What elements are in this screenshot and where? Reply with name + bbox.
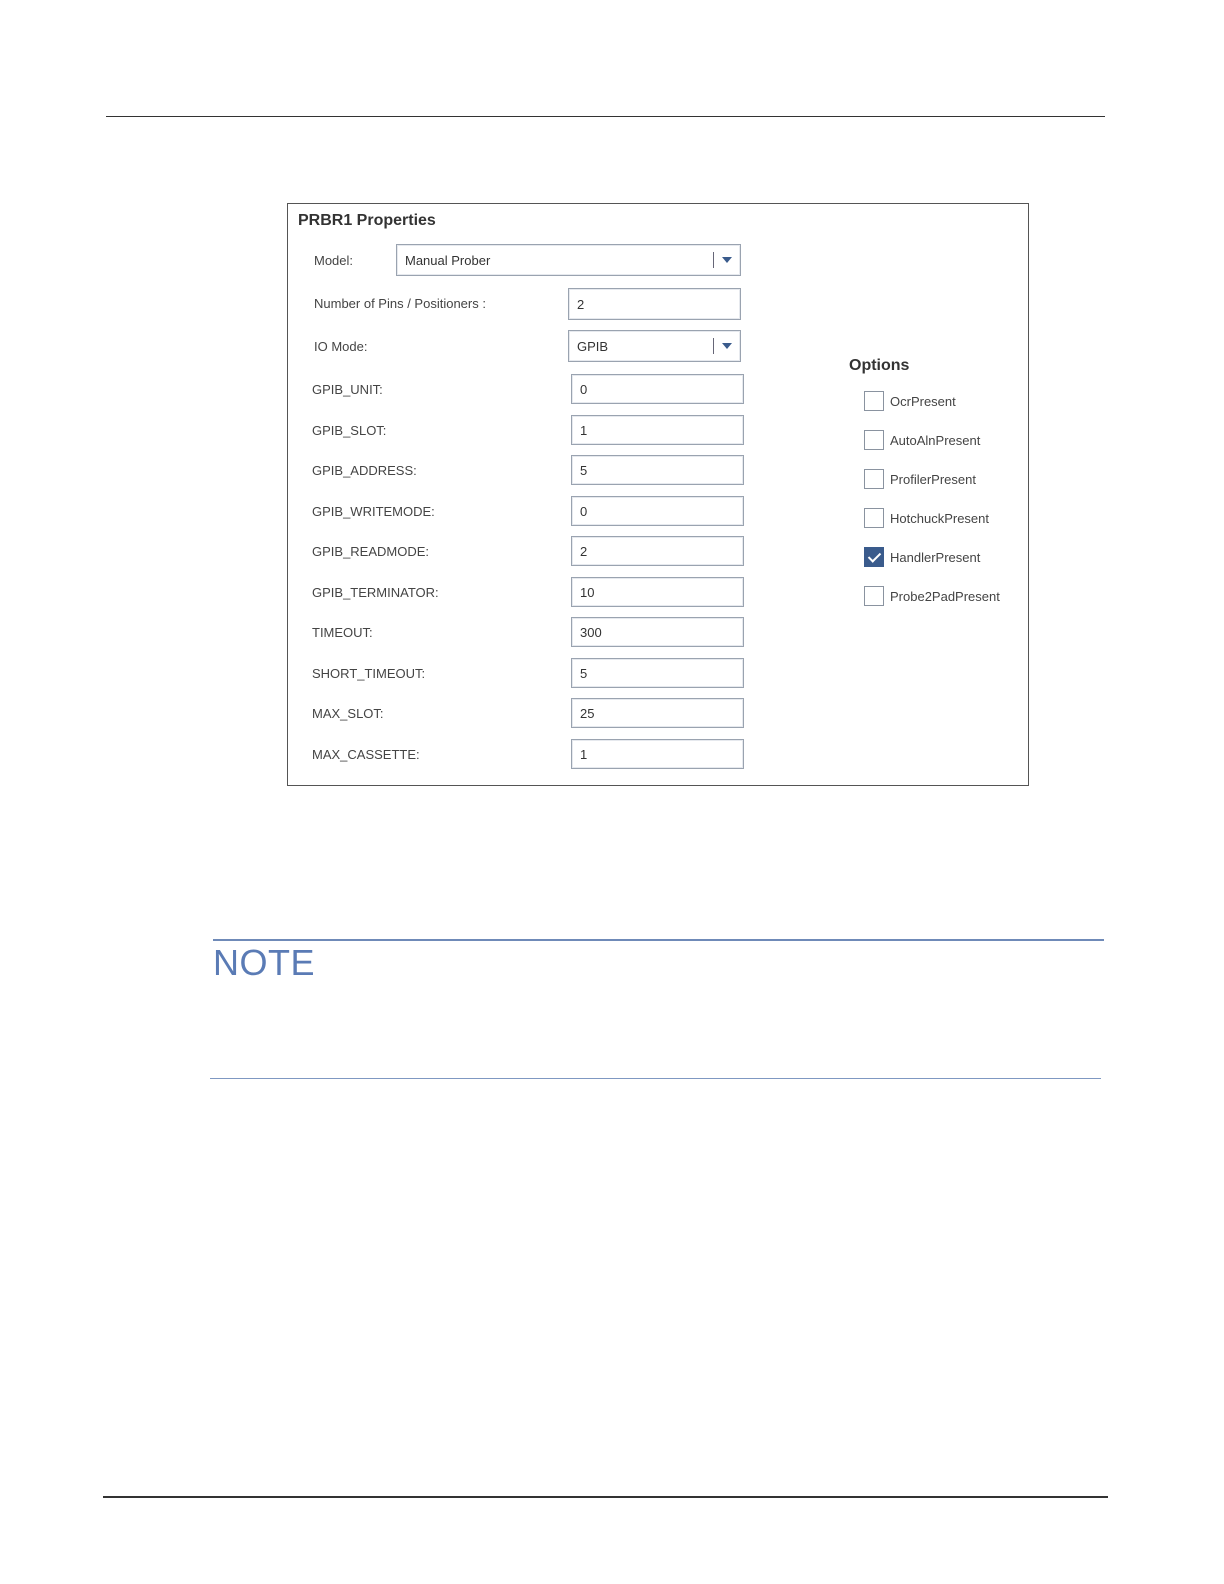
- options-title: Options: [849, 357, 910, 374]
- select-separator: [713, 338, 714, 354]
- panel-title: PRBR1 Properties: [298, 212, 436, 229]
- option-label: OcrPresent: [890, 393, 956, 409]
- model-select[interactable]: [396, 244, 741, 276]
- option-label: ProfilerPresent: [890, 471, 976, 487]
- chevron-down-icon[interactable]: [722, 343, 732, 349]
- field-label: GPIB_UNIT:: [312, 382, 383, 397]
- io-mode-label: IO Mode:: [314, 339, 368, 354]
- option-handler-present[interactable]: [864, 546, 980, 568]
- option-label: HotchuckPresent: [890, 510, 989, 526]
- chevron-down-icon[interactable]: [722, 257, 732, 263]
- timeout-input[interactable]: 300: [571, 617, 744, 647]
- max-slot-input[interactable]: 25: [571, 698, 744, 728]
- field-label: GPIB_ADDRESS:: [312, 463, 417, 478]
- option-label: HandlerPresent: [890, 549, 981, 565]
- option-hotchuck-present[interactable]: [864, 507, 989, 529]
- model-label: Model:: [314, 253, 354, 268]
- option-profiler-present[interactable]: [864, 468, 976, 490]
- pins-label: Number of Pins / Positioners :: [314, 296, 486, 311]
- option-probe2pad-present[interactable]: [864, 585, 1000, 607]
- field-label: GPIB_TERMINATOR:: [312, 585, 439, 600]
- option-label: AutoAlnPresent: [890, 432, 981, 448]
- model-value: Manual Prober: [405, 252, 491, 268]
- gpib-readmode-input[interactable]: 2: [571, 536, 744, 566]
- field-label: MAX_CASSETTE:: [312, 747, 420, 762]
- checkbox[interactable]: [864, 469, 884, 489]
- gpib-terminator-input[interactable]: 10: [571, 577, 744, 607]
- gpib-writemode-input[interactable]: 0: [571, 496, 744, 526]
- field-label: GPIB_SLOT:: [312, 423, 387, 438]
- gpib-address-input[interactable]: 5: [571, 455, 744, 485]
- field-label: GPIB_WRITEMODE:: [312, 504, 435, 519]
- note-rule-top: [213, 939, 1104, 941]
- io-mode-value: GPIB: [577, 338, 609, 354]
- pins-input[interactable]: 2: [568, 288, 741, 320]
- checkbox[interactable]: [864, 508, 884, 528]
- short-timeout-input[interactable]: 5: [571, 658, 744, 688]
- checkbox[interactable]: [864, 430, 884, 450]
- option-label: Probe2PadPresent: [890, 588, 1000, 604]
- footer-rule: [103, 1496, 1108, 1498]
- option-autoaln-present[interactable]: [864, 429, 980, 451]
- checkbox[interactable]: [864, 391, 884, 411]
- checkbox[interactable]: [864, 586, 884, 606]
- note-title: NOTE: [213, 942, 316, 983]
- field-label: MAX_SLOT:: [312, 706, 384, 721]
- field-label: GPIB_READMODE:: [312, 544, 430, 559]
- select-separator: [713, 252, 714, 268]
- header-rule: [106, 116, 1105, 117]
- option-ocr-present[interactable]: [864, 390, 956, 412]
- field-label: TIMEOUT:: [312, 625, 373, 640]
- max-cassette-input[interactable]: 1: [571, 739, 744, 769]
- field-label: SHORT_TIMEOUT:: [312, 666, 426, 681]
- checkbox-checked[interactable]: [864, 547, 884, 567]
- gpib-unit-input[interactable]: 0: [571, 374, 744, 404]
- gpib-slot-input[interactable]: 1: [571, 415, 744, 445]
- io-mode-select[interactable]: [568, 330, 741, 362]
- note-rule-bottom: [210, 1078, 1101, 1079]
- prbr1-properties-panel: [287, 203, 1029, 786]
